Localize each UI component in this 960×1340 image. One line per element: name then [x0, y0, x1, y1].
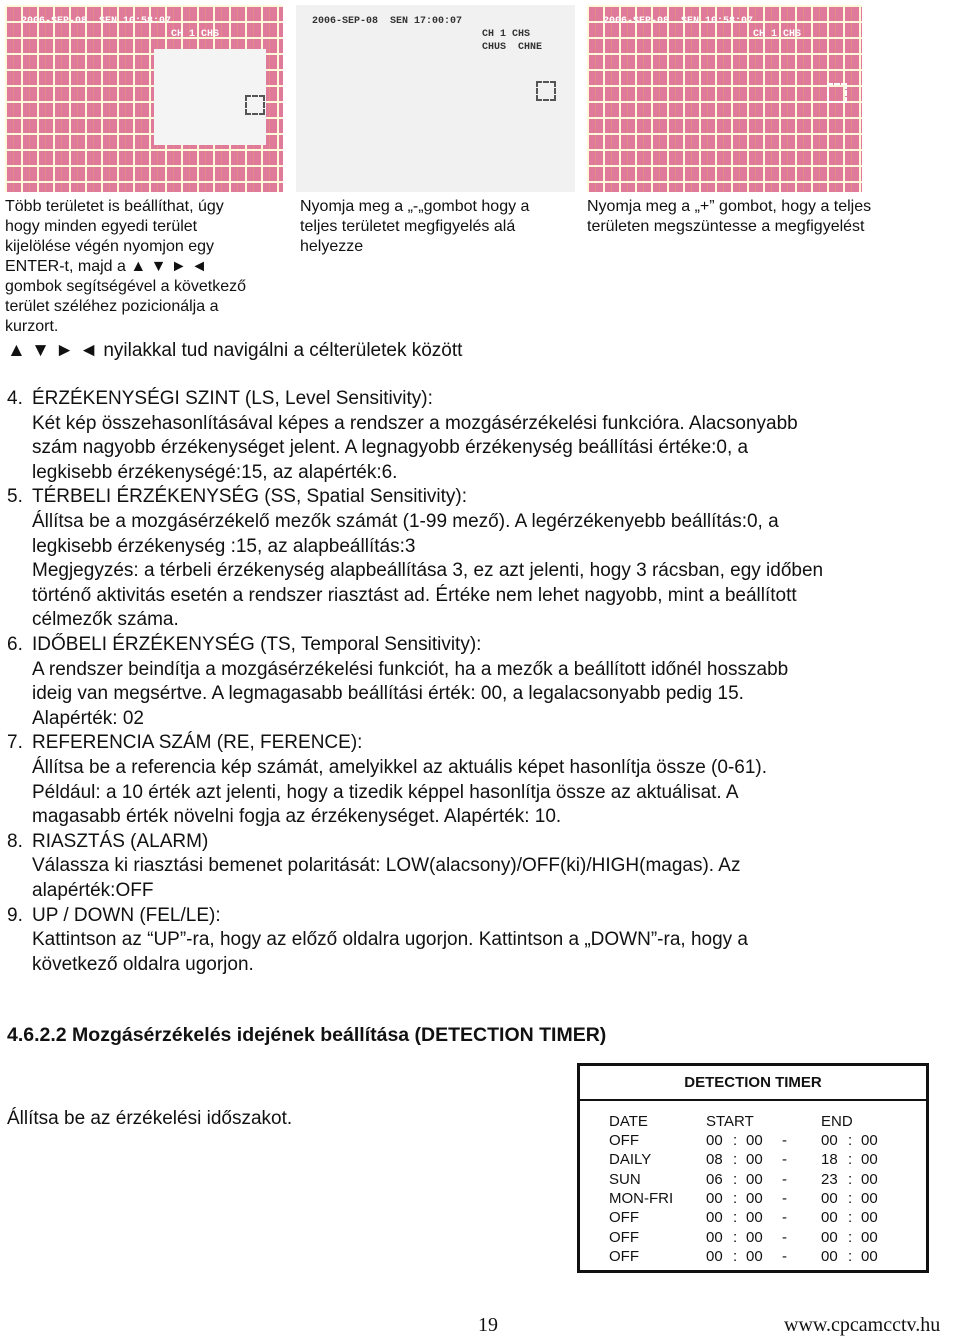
- set-period-text: Állítsa be az érzékelési időszakot.: [7, 1108, 293, 1129]
- body-line: [7, 413, 798, 435]
- colon: :: [733, 1189, 738, 1207]
- dash: -: [782, 1247, 787, 1265]
- end-minute: 00: [861, 1189, 878, 1207]
- item-text: magasabb érték növelni fogja az érzékenységet. Alapérték: 10.: [32, 806, 562, 828]
- body-line: [7, 806, 561, 828]
- end-hour: 23: [821, 1170, 838, 1188]
- body-line: [7, 954, 254, 976]
- start-hour: 00: [706, 1132, 723, 1149]
- osd-text: 2006-SEP-08 SEN 17:00:07 CH 1 CHS CHUS CHNE: [312, 16, 543, 53]
- start-hour: 08: [706, 1151, 723, 1169]
- item-text: alapérték:OFF: [32, 880, 154, 901]
- colon: :: [733, 1228, 738, 1246]
- page-number: 19: [478, 1314, 498, 1336]
- body-line: [7, 585, 797, 607]
- body-line: [7, 659, 788, 681]
- colon: :: [848, 1132, 853, 1149]
- end-minute: 00: [861, 1132, 878, 1149]
- header-date: DATE: [609, 1113, 648, 1130]
- item-text: TÉRBELI ÉRZÉKENYSÉG (SS, Spatial Sensitivity):: [32, 486, 468, 508]
- body-line: [7, 757, 767, 779]
- item-text: Megjegyzés: a térbeli érzékenység alapbeállítása 3, ez azt jelenti, hogy 3 rácsban, egy időben: [32, 560, 824, 582]
- start-hour: 00: [706, 1228, 723, 1246]
- item-text: Például: a 10 érték azt jelenti, hogy a tizedik képpel hasonlítja össze az aktuálisat. A: [32, 781, 739, 803]
- screenshot-full-monitoring: [296, 5, 575, 192]
- caption-left: Több területet is beállíthat, úgy hogy minden egyedi terület kijelölése végén nyomjon egy ENTER-t, majd a ▲ ▼ ► ◄ gombok segítségével a következő terület széléhez pozicionálja a kurzort.: [5, 198, 247, 335]
- body-line: [7, 634, 481, 656]
- start-minute: 00: [746, 1170, 763, 1188]
- colon: :: [733, 1209, 738, 1227]
- dash: -: [782, 1209, 787, 1227]
- item-number: 5.: [7, 486, 23, 508]
- body-line: [7, 880, 153, 902]
- item-number: 7.: [7, 732, 23, 754]
- item-number: 6.: [7, 634, 23, 655]
- item-text: Alapérték: 02: [32, 707, 144, 729]
- footer-url: www.cpcamcctv.hu: [784, 1314, 941, 1336]
- nav-note: ▲ ▼ ► ◄ nyilakkal tud navigálni a célterületek között: [7, 340, 463, 361]
- end-hour: 00: [821, 1209, 838, 1227]
- caption-right: Nyomja meg a „+” gombot, hogy a teljes területen megszüntesse a megfigyelést: [587, 198, 872, 235]
- osd-text: 2006-SEP-08 SEN 10:58:07 CH 1 CHS: [21, 16, 220, 40]
- item-text: következő oldalra ugorjon.: [32, 953, 254, 975]
- start-minute: 00: [746, 1247, 763, 1265]
- item-text: Állítsa be a referencia kép számát, amelyikkel az aktuális képet hasonlítja össze (0-61).: [32, 757, 768, 778]
- item-number: 4.: [7, 388, 23, 409]
- header-end: END: [821, 1113, 853, 1130]
- dash: -: [782, 1170, 787, 1188]
- end-hour: 00: [821, 1228, 838, 1246]
- item-text: ÉRZÉKENYSÉGI SZINT (LS, Level Sensitivity):: [32, 388, 433, 409]
- body-line: [7, 831, 208, 853]
- colon: :: [848, 1209, 853, 1227]
- colon: :: [848, 1151, 853, 1169]
- dash: -: [782, 1189, 787, 1207]
- timer-date: SUN: [609, 1170, 641, 1188]
- body-line: [7, 437, 748, 459]
- start-minute: 00: [746, 1189, 763, 1207]
- item-text: ideig van megsértve. A legmagasabb beállítási érték: 00, a legalacsonyabb pedig 15.: [32, 683, 744, 705]
- body-line: [7, 929, 748, 951]
- body-line: [7, 560, 823, 582]
- body-line: [7, 511, 779, 533]
- item-text: Kattintson az “UP”-ra, hogy az előző oldalra ugorjon. Kattintson a „DOWN”-ra, hogy a: [32, 929, 748, 951]
- cursor-icon: [245, 95, 265, 115]
- item-text: szám nagyobb érzékenységet jelent. A legnagyobb érzékenység beállítási értéke:0, a: [32, 437, 749, 459]
- item-text: REFERENCIA SZÁM (RE, FERENCE):: [32, 732, 363, 754]
- item-number: 9.: [7, 904, 23, 926]
- colon: :: [733, 1170, 738, 1188]
- timer-title: DETECTION TIMER: [684, 1074, 822, 1091]
- body-line: [7, 708, 144, 730]
- colon: :: [848, 1228, 853, 1246]
- body-line: [7, 536, 415, 558]
- timer-date: OFF: [609, 1247, 639, 1265]
- timer-date: MON-FRI: [609, 1189, 674, 1207]
- end-hour: 00: [821, 1247, 838, 1265]
- item-text: Két kép összehasonlításával képes a rendszer a mozgásérzékelési funkcióra. Alacsonyabb: [32, 412, 798, 434]
- item-text: célmezők száma.: [32, 609, 179, 631]
- body-line: [7, 609, 179, 631]
- end-minute: 00: [861, 1209, 878, 1227]
- end-minute: 00: [861, 1247, 878, 1265]
- item-text: Válassza ki riasztási bemenet polaritását: LOW(alacsony)/OFF(ki)/HIGH(magas). Az: [32, 855, 741, 877]
- screenshot-partial-area: [5, 5, 283, 192]
- end-hour: 18: [821, 1151, 838, 1169]
- start-hour: 00: [706, 1189, 723, 1207]
- end-minute: 00: [861, 1151, 878, 1169]
- dash: -: [782, 1228, 787, 1246]
- body-line: [7, 782, 739, 804]
- start-minute: 00: [746, 1132, 763, 1149]
- item-text: A rendszer beindítja a mozgásérzékelési funkciót, ha a mezők a beállított időnél hosszabb: [32, 658, 789, 680]
- colon: :: [848, 1247, 853, 1265]
- item-text: IDŐBELI ÉRZÉKENYSÉG (TS, Temporal Sensitivity):: [32, 634, 482, 655]
- colon: :: [733, 1247, 738, 1265]
- end-minute: 00: [861, 1170, 878, 1188]
- start-minute: 00: [746, 1151, 763, 1169]
- caption-middle: Nyomja meg a „-„gombot hogy a teljes területet megfigyelés alá helyezze: [300, 198, 530, 255]
- timer-divider: [580, 1099, 926, 1101]
- dash: -: [782, 1132, 787, 1149]
- colon: :: [733, 1151, 738, 1169]
- body-line: [7, 462, 397, 484]
- body-line: [7, 732, 362, 754]
- body-line: [7, 855, 740, 877]
- timer-date: DAILY: [609, 1151, 652, 1169]
- timer-date: OFF: [609, 1132, 639, 1149]
- end-minute: 00: [861, 1228, 878, 1246]
- item-text: RIASZTÁS (ALARM): [32, 830, 209, 852]
- screenshot-monitoring-cleared: [587, 5, 862, 192]
- dash: -: [782, 1151, 787, 1169]
- osd-text: 2006-SEP-08 SEN 10:58:07 CH 1 CHS: [603, 16, 802, 40]
- colon: :: [848, 1189, 853, 1207]
- start-hour: 00: [706, 1247, 723, 1265]
- start-minute: 00: [746, 1228, 763, 1246]
- item-text: legkisebb érzékenység :15, az alapbeállítás:3: [32, 535, 416, 557]
- colon: :: [733, 1132, 738, 1149]
- start-minute: 00: [746, 1209, 763, 1227]
- cursor-icon: [536, 81, 556, 101]
- section-title: 4.6.2.2 Mozgásérzékelés idejének beállítása (DETECTION TIMER): [7, 1024, 607, 1046]
- start-hour: 00: [706, 1209, 723, 1227]
- colon: :: [848, 1170, 853, 1188]
- cursor-icon: [827, 83, 847, 103]
- end-hour: 00: [821, 1189, 838, 1207]
- item-number: 8.: [7, 830, 23, 852]
- item-text: UP / DOWN (FEL/LE):: [32, 904, 221, 926]
- item-text: Állítsa be a mozgásérzékelő mezők számát (1-99 mező). A legérzékenyebb beállítás:0, a: [32, 511, 779, 532]
- start-hour: 06: [706, 1170, 723, 1188]
- header-start: START: [706, 1113, 754, 1130]
- item-text: legkisebb érzékenységé:15, az alapérték:6.: [32, 461, 398, 483]
- timer-date: OFF: [609, 1228, 639, 1246]
- body-line: [7, 486, 467, 508]
- item-text: történő aktivitás esetén a rendszer riasztást ad. Értéke nem lehet nagyobb, mint a beállított: [32, 584, 797, 606]
- body-line: [7, 388, 433, 410]
- timer-date: OFF: [609, 1209, 639, 1227]
- body-line: [7, 905, 221, 927]
- body-line: [7, 683, 744, 705]
- detection-timer-panel: [577, 1063, 929, 1273]
- end-hour: 00: [821, 1132, 838, 1149]
